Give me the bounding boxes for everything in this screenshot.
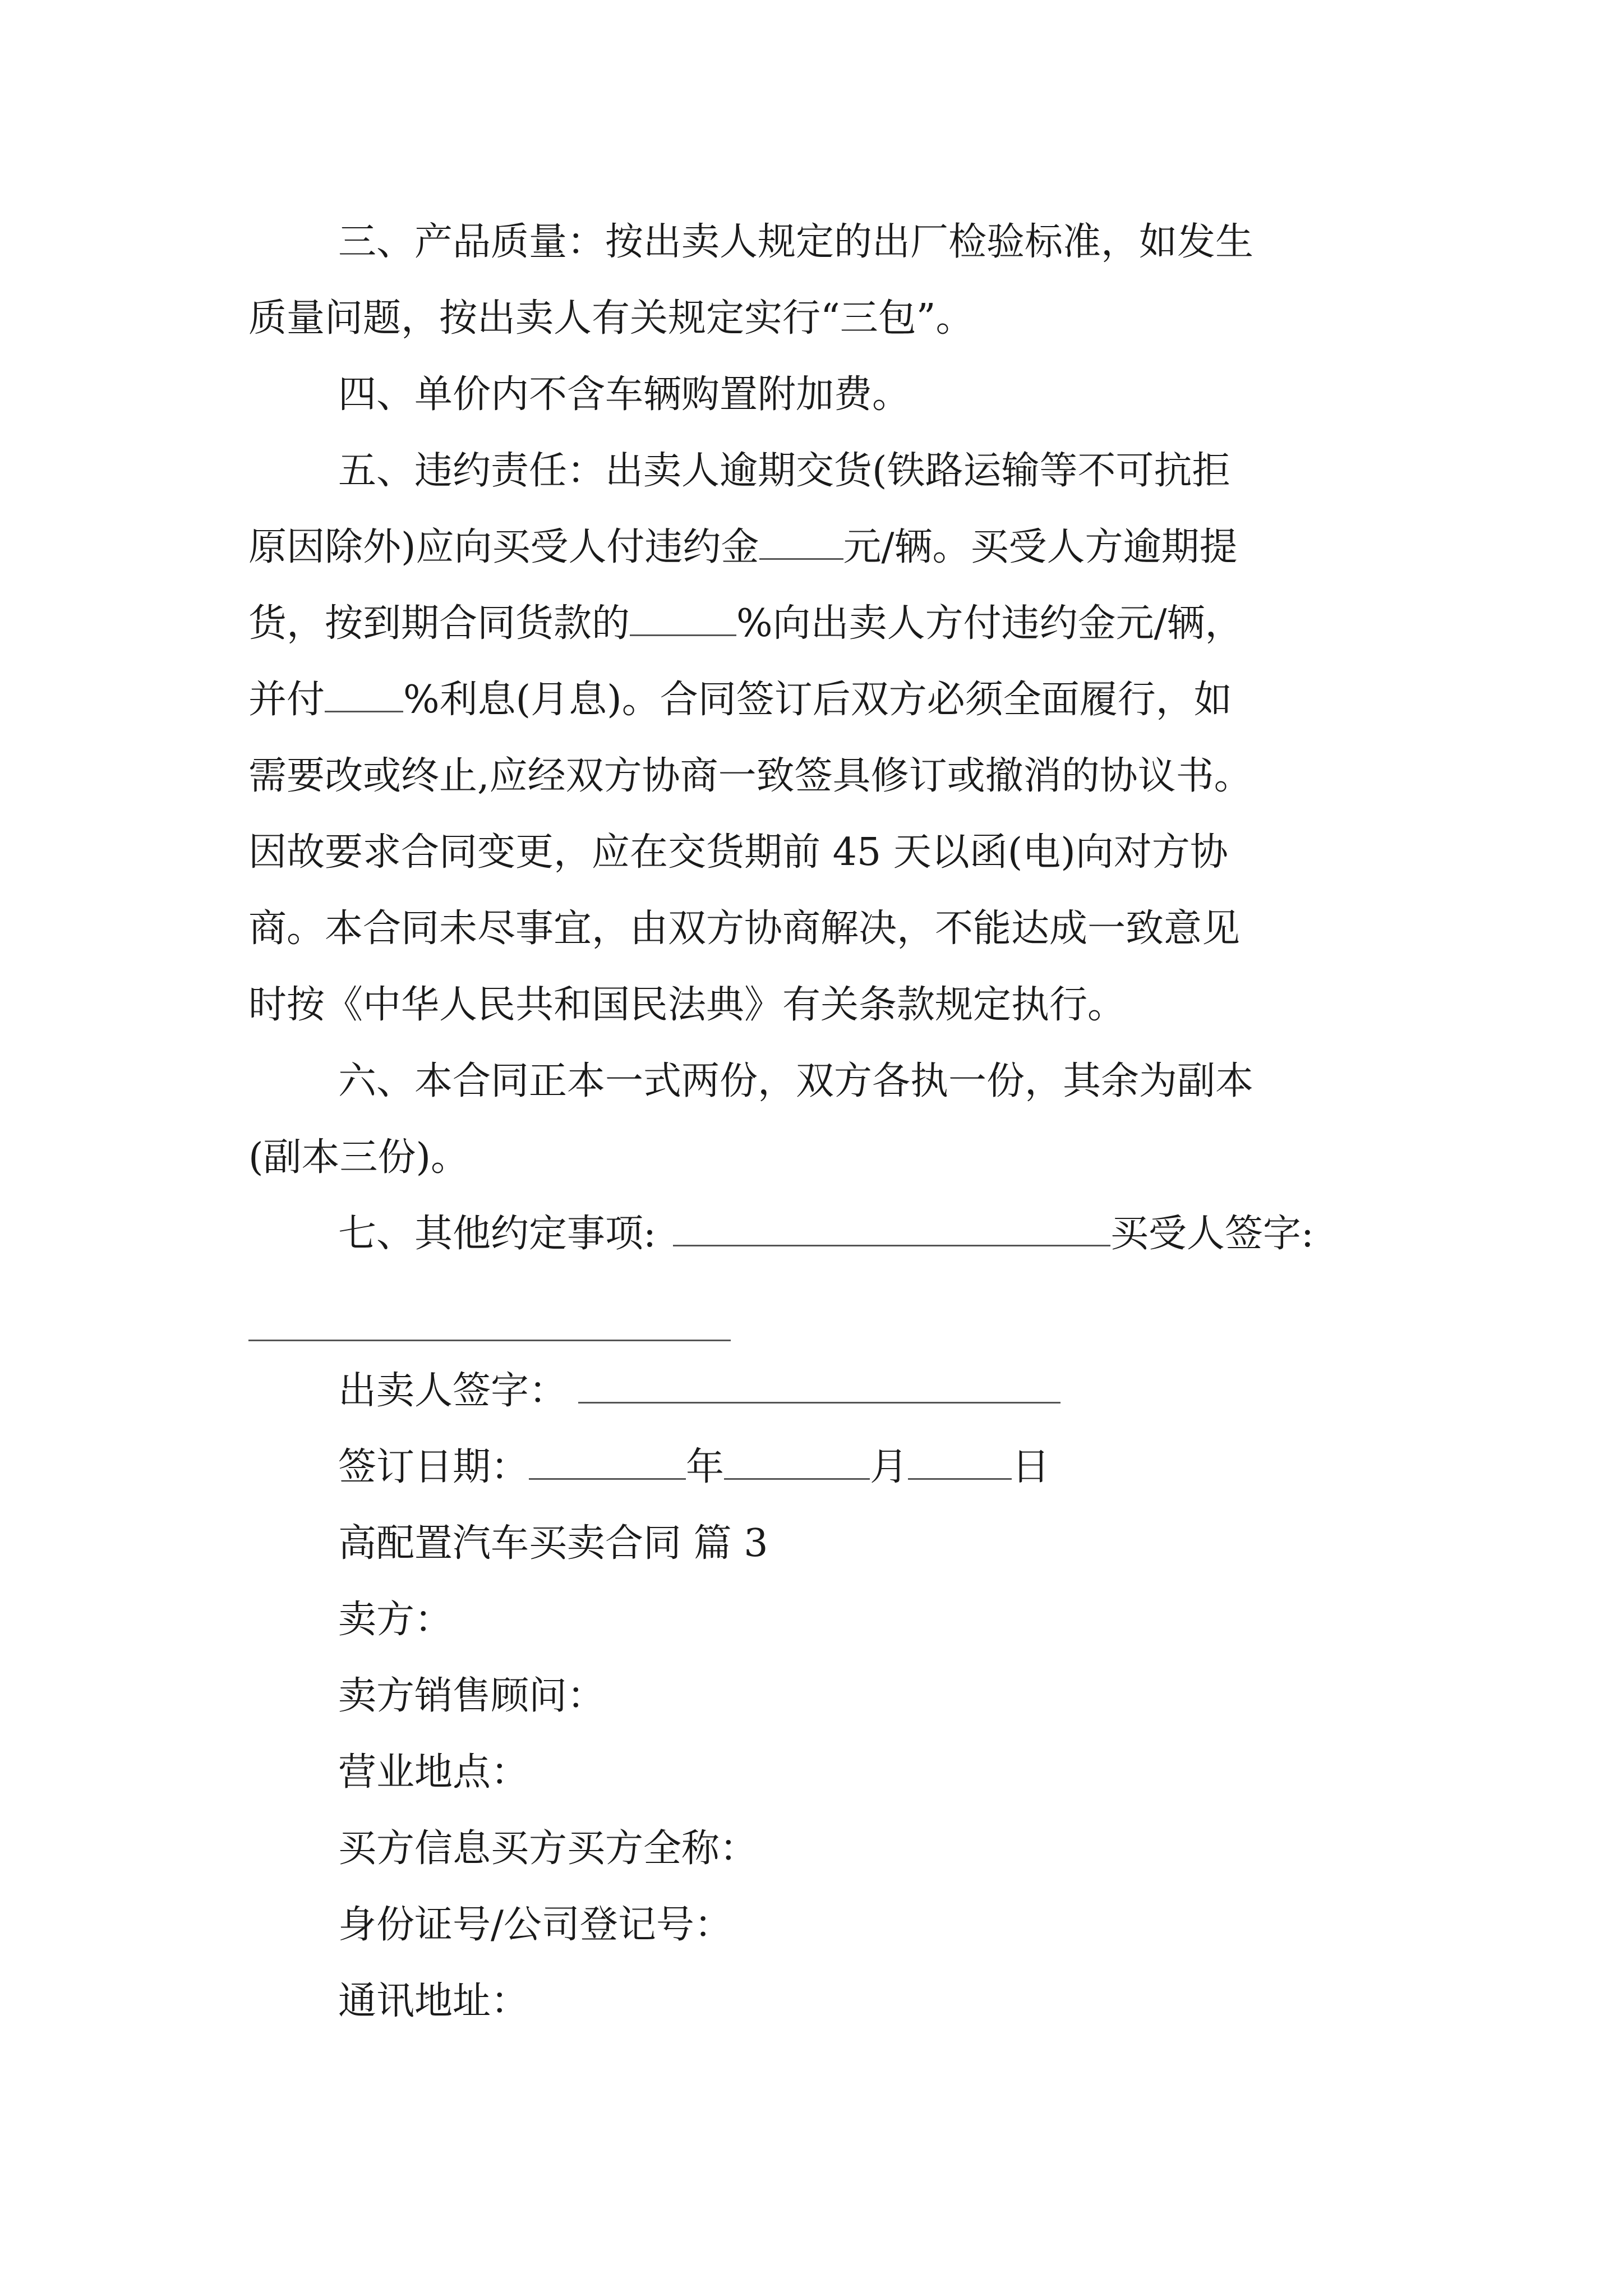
text-seller-signature: 出卖人签字： — [338, 1369, 568, 1413]
text-buyer-signature: 买受人签字: — [1110, 1212, 1314, 1256]
text-quality-1: 三、产品质量：按出卖人规定的出厂检验标准，如发生 — [338, 220, 1254, 264]
text-breach-1: 五、违约责任：出卖人逾期交货(铁路运输等不可抗拒 — [338, 449, 1230, 493]
text-breach-2a: 原因除外)应向买受人付违约金 — [248, 525, 759, 569]
text-section-title: 高配置汽车买卖合同 篇 3 — [338, 1521, 768, 1566]
text-other-terms: 七、其他约定事项: — [338, 1212, 656, 1256]
field-business-location — [338, 1750, 529, 1795]
field-seller — [338, 1598, 453, 1642]
blank-month — [724, 1446, 870, 1480]
text-breach-6: 因故要求合同变更，应在交货期前 45 天以函(电)向对方协 — [248, 830, 1228, 875]
blank-other-terms — [673, 1212, 1110, 1246]
blank-seller-signature — [578, 1369, 1061, 1404]
paragraph-breach-line-2 — [248, 525, 1237, 570]
text-breach-3a: 货，按到期合同货款的 — [248, 601, 630, 646]
blank-penalty-percent — [630, 602, 736, 636]
paragraph-other-terms — [338, 1212, 1314, 1257]
text-copies-2: (副本三份)。 — [248, 1135, 469, 1180]
text-quality-2: 质量问题，按出卖人有关规定实行“三包”。 — [248, 296, 974, 341]
text-day: 日 — [1012, 1445, 1050, 1489]
blank-buyer-signature — [248, 1340, 731, 1341]
paragraph-copies-line-1 — [338, 1059, 1253, 1104]
paragraph-breach-line-1 — [338, 449, 1230, 494]
text-business-location: 营业地点： — [338, 1750, 529, 1795]
text-price: 四、单价内不含车辆购置附加费。 — [338, 372, 911, 417]
text-breach-4b: %利息(月息)。合同签订后双方必须全面履行，如 — [403, 678, 1232, 722]
text-sign-date: 签订日期： — [338, 1445, 529, 1489]
text-copies-1: 六、本合同正本一式两份，双方各执一份，其余为副本 — [338, 1059, 1254, 1103]
field-address — [338, 1979, 529, 2024]
field-id-number — [338, 1903, 732, 1948]
sign-date-line — [338, 1445, 1050, 1490]
seller-signature-line — [338, 1369, 1061, 1414]
blank-day — [908, 1446, 1012, 1480]
field-buyer-name — [338, 1826, 758, 1871]
blank-interest-percent — [325, 678, 403, 712]
text-breach-4a: 并付 — [248, 678, 325, 722]
text-breach-8: 时按《中华人民共和国民法典》有关条款规定执行。 — [248, 983, 1126, 1027]
text-buyer-name: 买方信息买方买方全称： — [338, 1826, 758, 1871]
paragraph-copies-line-2 — [248, 1135, 469, 1180]
text-breach-7: 商。本合同未尽事宜，由双方协商解决，不能达成一致意见 — [248, 907, 1241, 951]
field-sales-consultant — [338, 1674, 605, 1719]
text-year: 年 — [686, 1445, 725, 1489]
paragraph-breach-line-6 — [248, 830, 1228, 875]
paragraph-breach-line-4 — [248, 678, 1232, 723]
paragraph-price — [338, 372, 910, 417]
section-title — [338, 1521, 768, 1566]
paragraph-breach-line-7 — [248, 907, 1240, 951]
paragraph-breach-line-5 — [248, 754, 1252, 799]
blank-penalty-amount — [759, 526, 843, 560]
paragraph-quality-line-2 — [248, 296, 974, 341]
paragraph-breach-line-8 — [248, 983, 1126, 1028]
paragraph-breach-line-3 — [248, 601, 1243, 646]
text-breach-3b: %向出卖人方付违约金元/辆， — [736, 601, 1243, 646]
text-address: 通讯地址： — [338, 1979, 529, 2023]
blank-year — [529, 1446, 686, 1480]
paragraph-quality-line-1 — [338, 220, 1253, 265]
text-sales-consultant: 卖方销售顾问： — [338, 1674, 606, 1718]
text-breach-5: 需要改或终止,应经双方协商一致签具修订或撤消的协议书。 — [248, 754, 1252, 798]
text-seller: 卖方： — [338, 1598, 453, 1642]
text-id-number: 身份证号/公司登记号： — [338, 1903, 732, 1947]
text-breach-2b: 元/辆。买受人方逾期提 — [843, 525, 1238, 569]
text-month: 月 — [870, 1445, 909, 1489]
